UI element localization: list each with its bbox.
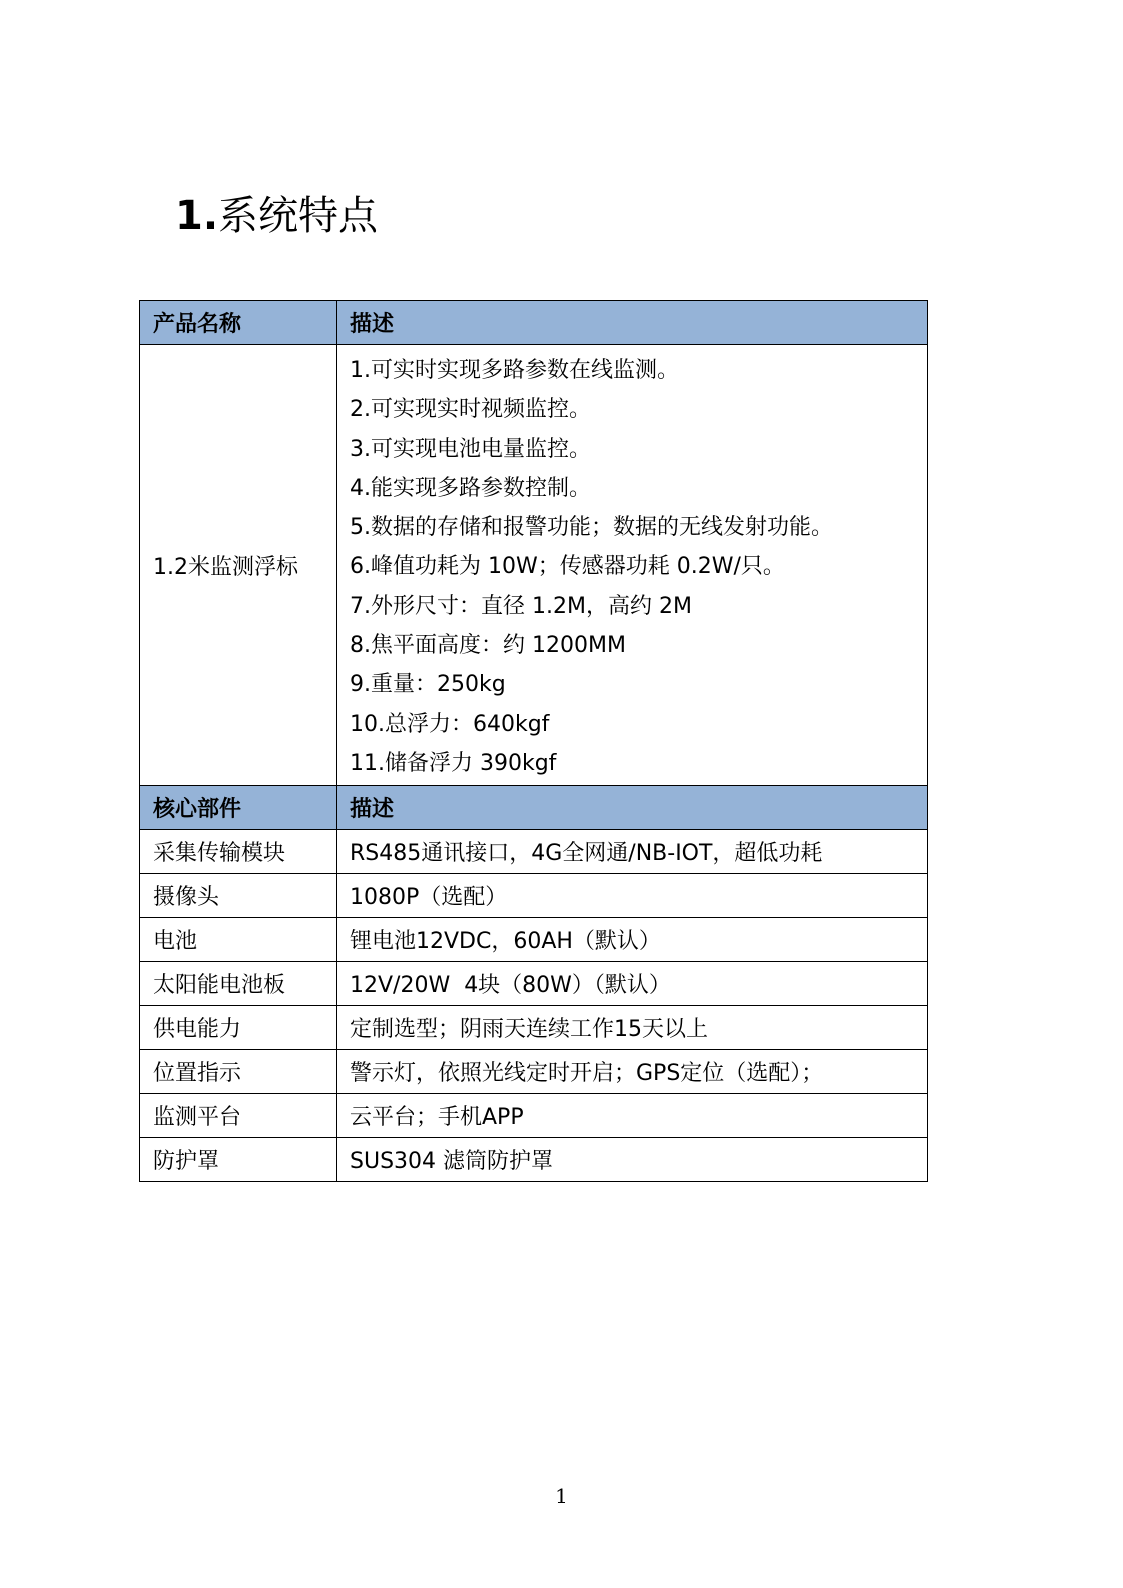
feature-list	[350, 345, 914, 785]
feature-item: 2.可实现实时视频监控。	[350, 397, 591, 423]
component-name-cell: 监测平台	[140, 1094, 337, 1138]
component-desc-cell: 云平台；手机APP	[337, 1094, 928, 1138]
component-desc-cell: SUS304 滤筒防护罩	[337, 1138, 928, 1182]
table-row	[140, 874, 928, 918]
section-title-text: 系统特点	[218, 193, 379, 239]
component-name-cell: 位置指示	[140, 1050, 337, 1094]
component-header-row	[140, 786, 928, 830]
product-desc-header: 描述	[337, 301, 928, 345]
table-row	[140, 918, 928, 962]
table-row	[140, 1006, 928, 1050]
feature-item: 6.峰值功耗为 10W；传感器功耗 0.2W/只。	[350, 554, 785, 580]
component-desc-cell: 12V/20W 4块（80W）（默认）	[337, 962, 928, 1006]
component-desc-cell: 锂电池12VDC，60AH（默认）	[337, 918, 928, 962]
product-header-row	[140, 301, 928, 345]
component-desc-header: 描述	[337, 786, 928, 830]
page-number: 1	[555, 1484, 568, 1508]
feature-item: 9.重量：250kg	[350, 672, 506, 698]
table-row	[140, 962, 928, 1006]
product-row	[140, 345, 928, 786]
feature-item: 8.焦平面高度：约 1200MM	[350, 633, 626, 659]
component-desc-cell: 1080P（选配）	[337, 874, 928, 918]
spec-table	[139, 300, 928, 1182]
feature-item: 10.总浮力：640kgf	[350, 711, 550, 737]
product-name-header: 产品名称	[140, 301, 337, 345]
component-desc-cell: 定制选型；阴雨天连续工作15天以上	[337, 1006, 928, 1050]
feature-item: 7.外形尺寸：直径 1.2M，高约 2M	[350, 593, 692, 619]
table-row	[140, 1050, 928, 1094]
component-name-cell: 电池	[140, 918, 337, 962]
feature-item: 1.可实时实现多路参数在线监测。	[350, 358, 679, 383]
component-desc-cell: RS485通讯接口，4G全网通/NB-IOT，超低功耗	[337, 830, 928, 874]
component-name-cell: 摄像头	[140, 874, 337, 918]
section-number: 1.	[175, 193, 219, 239]
table-row	[140, 1138, 928, 1182]
feature-item: 4.能实现多路参数控制。	[350, 475, 591, 501]
product-features-cell	[337, 345, 928, 786]
component-name-cell: 太阳能电池板	[140, 962, 337, 1006]
product-name-cell: 1.2米监测浮标	[140, 345, 337, 786]
component-name-cell: 采集传输模块	[140, 830, 337, 874]
feature-item: 11.储备浮力 390kgf	[350, 750, 557, 776]
component-name-cell: 防护罩	[140, 1138, 337, 1182]
section-title	[175, 188, 378, 244]
component-desc-cell: 警示灯，依照光线定时开启；GPS定位（选配）；	[337, 1050, 928, 1094]
table-row	[140, 830, 928, 874]
feature-item: 3.可实现电池电量监控。	[350, 436, 591, 462]
component-name-cell: 供电能力	[140, 1006, 337, 1050]
table-row	[140, 1094, 928, 1138]
component-name-header: 核心部件	[140, 786, 337, 830]
feature-item: 5.数据的存储和报警功能；数据的无线发射功能。	[350, 515, 833, 541]
